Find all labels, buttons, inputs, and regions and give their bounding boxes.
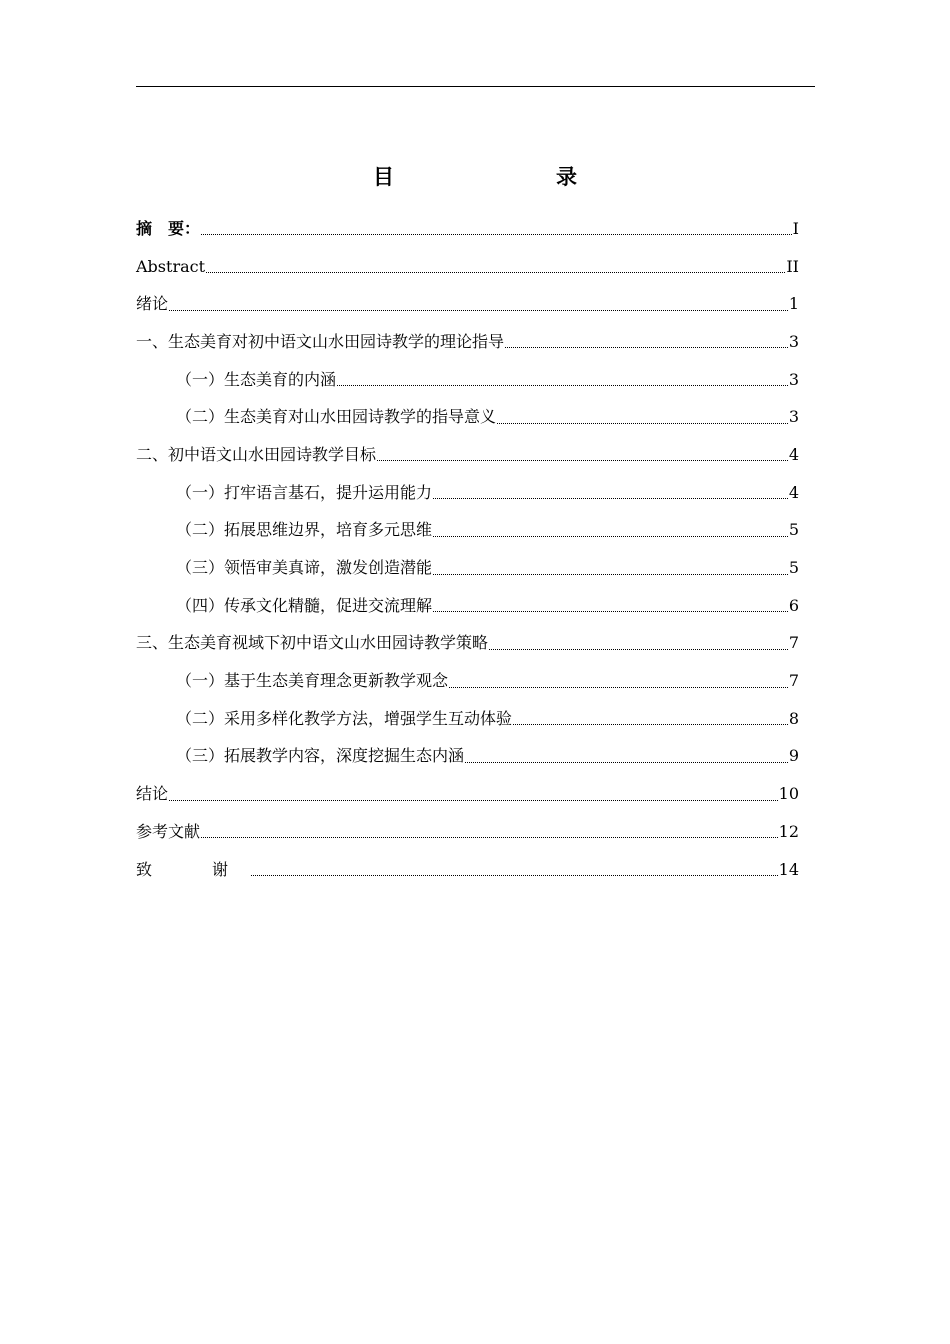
toc-entry-label: （一）打牢语言基石，提升运用能力	[176, 482, 433, 502]
toc-entry-section-1-2[interactable]	[136, 398, 799, 436]
dot-leader	[201, 234, 792, 235]
toc-entry-label: （二）生态美育对山水田园诗教学的指导意义	[176, 407, 497, 427]
toc-entry-page: 7	[788, 633, 799, 653]
dot-leader	[433, 611, 788, 612]
toc-entry-label: （三）拓展教学内容，深度挖掘生态内涵	[176, 746, 465, 766]
toc-entry-label: 摘 要：	[136, 218, 201, 238]
toc-entry-page: 8	[788, 708, 799, 728]
toc-entry-label: （三）领悟审美真谛，激发创造潜能	[176, 558, 433, 578]
toc-entry-section-3-2[interactable]	[136, 700, 799, 738]
toc-entry-chapter-3[interactable]	[136, 625, 799, 663]
dot-leader	[489, 649, 788, 650]
toc-entry-page: 9	[788, 746, 799, 766]
dot-leader	[449, 687, 788, 688]
toc-entry-page: 7	[788, 671, 799, 691]
toc-entry-section-2-1[interactable]	[136, 474, 799, 512]
dot-leader	[465, 762, 788, 763]
toc-entry-section-2-4[interactable]	[136, 587, 799, 625]
dot-leader	[337, 385, 788, 386]
table-of-contents	[136, 210, 799, 888]
toc-entry-section-2-2[interactable]	[136, 512, 799, 550]
toc-title: 目 录	[373, 164, 617, 189]
toc-entry-page: 4	[788, 482, 799, 502]
dot-leader	[505, 347, 788, 348]
dot-leader	[169, 800, 778, 801]
toc-entry-label: 一、生态美育对初中语文山水田园诗教学的理论指导	[136, 331, 505, 351]
toc-entry-label: （一）基于生态美育理念更新教学观念	[176, 671, 449, 691]
toc-entry-label: 三、生态美育视域下初中语文山水田园诗教学策略	[136, 633, 489, 653]
toc-entry-label: 参考文献	[136, 821, 201, 841]
toc-entry-section-3-3[interactable]	[136, 738, 799, 776]
toc-entry-label: （二）采用多样化教学方法，增强学生互动体验	[176, 708, 513, 728]
toc-entry-page: 6	[788, 595, 799, 615]
dot-leader	[377, 460, 788, 461]
toc-entry-page: 1	[788, 294, 799, 314]
toc-entry-label: Abstract	[136, 256, 206, 276]
toc-entry-page: 10	[778, 784, 799, 804]
toc-entry-page: 3	[788, 369, 799, 389]
toc-entry-label: （四）传承文化精髓，促进交流理解	[176, 595, 433, 615]
toc-entry-page: 14	[778, 859, 799, 879]
toc-entry-page: I	[792, 218, 799, 238]
toc-entry-conclusion[interactable]	[136, 775, 799, 813]
dot-leader	[251, 875, 778, 876]
dot-leader	[206, 272, 785, 273]
toc-entry-abstract-en[interactable]	[136, 248, 799, 286]
dot-leader	[513, 724, 788, 725]
toc-entry-section-1-1[interactable]	[136, 361, 799, 399]
toc-entry-page: 3	[788, 407, 799, 427]
toc-entry-chapter-2[interactable]	[136, 436, 799, 474]
toc-entry-page: II	[786, 256, 799, 276]
toc-entry-label: 结论	[136, 784, 169, 804]
dot-leader	[433, 574, 788, 575]
toc-entry-page: 12	[778, 821, 799, 841]
toc-entry-references[interactable]	[136, 813, 799, 851]
toc-entry-label: 二、初中语文山水田园诗教学目标	[136, 444, 377, 464]
dot-leader	[169, 310, 788, 311]
dot-leader	[433, 536, 788, 537]
toc-entry-page: 3	[788, 331, 799, 351]
toc-entry-section-3-1[interactable]	[136, 662, 799, 700]
toc-entry-introduction[interactable]	[136, 285, 799, 323]
dot-leader	[497, 423, 788, 424]
header-rule	[136, 86, 815, 87]
dot-leader	[201, 837, 778, 838]
toc-entry-section-2-3[interactable]	[136, 549, 799, 587]
toc-entry-label: 致 谢	[136, 859, 251, 879]
toc-entry-label: 绪论	[136, 294, 169, 314]
toc-entry-page: 5	[788, 558, 799, 578]
toc-entry-label: （二）拓展思维边界，培育多元思维	[176, 520, 433, 540]
toc-entry-acknowledgements[interactable]	[136, 851, 799, 889]
toc-entry-page: 4	[788, 444, 799, 464]
dot-leader	[433, 498, 788, 499]
toc-entry-page: 5	[788, 520, 799, 540]
toc-entry-chapter-1[interactable]	[136, 323, 799, 361]
toc-entry-label: （一）生态美育的内涵	[176, 369, 337, 389]
toc-entry-abstract-cn[interactable]	[136, 210, 799, 248]
